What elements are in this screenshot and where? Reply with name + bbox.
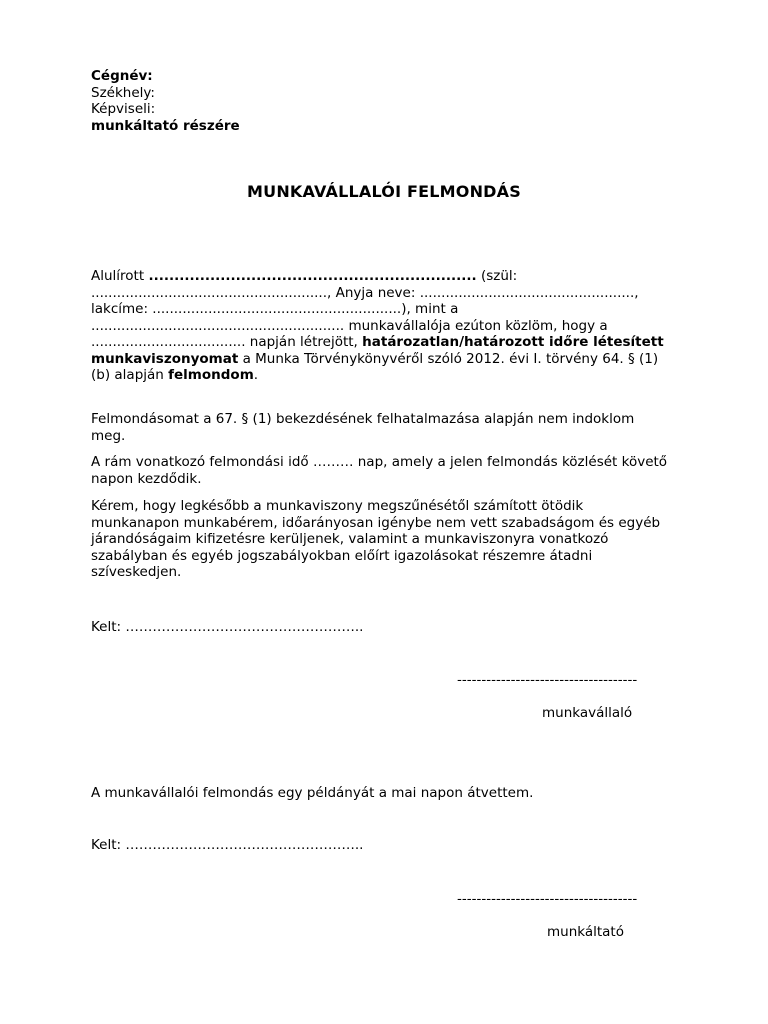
addressee-label: munkáltató részére — [91, 117, 240, 134]
header-block — [91, 68, 240, 134]
p1-part-5: a Munka Törvénykönyvéről szóló 2012. évi I. törvény 64. § (1) (b) alapján — [91, 350, 659, 383]
body-paragraph-1 — [91, 268, 671, 384]
seat-label: Székhely: — [91, 84, 155, 101]
p1-employment-type: határozatlan/határozott időre létesített munkaviszonyomat — [91, 334, 664, 367]
body-paragraph-3: A rám vonatkozó felmondási idő ……… nap, amely a jelen felmondás közlését követő napon kezdődik. — [91, 454, 668, 487]
p1-part-1: Alulírott — [91, 268, 149, 284]
representative-label: Képviseli: — [91, 101, 156, 117]
company-label: Cégnév: — [91, 68, 153, 84]
p1-resign-word: felmondom — [168, 367, 254, 383]
p1-name-dots: ................................................................ — [148, 268, 477, 284]
signature-label-employee: munkavállaló — [542, 705, 633, 721]
body-paragraph-4: Kérem, hogy legkésőbb a munkaviszony megszűnésétől számított ötödik munkanapon munkabérem, időarányosan igénybe nem vett szabadságom és egyéb járandóságaim kifizetésre kerüljenek, valamint a munkaviszonyra vonatkozó szabályban és egyéb jogszabályokban előírt igazolásokat részemre átadni szíveskedjen. — [91, 498, 661, 580]
receipt-statement: A munkavállalói felmondás egy példányát a mai napon átvettem. — [91, 785, 534, 801]
body-paragraph-2: Felmondásomat a 67. § (1) bekezdésének felhatalmazása alapján nem indoklom meg. — [91, 411, 635, 444]
p1-part-3: (szül: ......................................................., Anyja neve: .................................................., lakcíme: ..........................................................), mint a ........................................................... munkavállalója ezúton közlöm, hogy a .................................... napján létrejött, — [91, 268, 639, 350]
signature-label-employer: munkáltató — [547, 924, 624, 940]
p1-part-7: . — [253, 367, 259, 383]
signature-line-2: ------------------------------------- — [457, 891, 638, 907]
signature-line-1: ------------------------------------- — [457, 672, 638, 688]
date-line-1: Kelt: …………………………………………….. — [91, 619, 364, 635]
document-title: MUNKAVÁLLALÓI FELMONDÁS — [247, 182, 521, 201]
date-line-2: Kelt: …………………………………………….. — [91, 837, 364, 853]
